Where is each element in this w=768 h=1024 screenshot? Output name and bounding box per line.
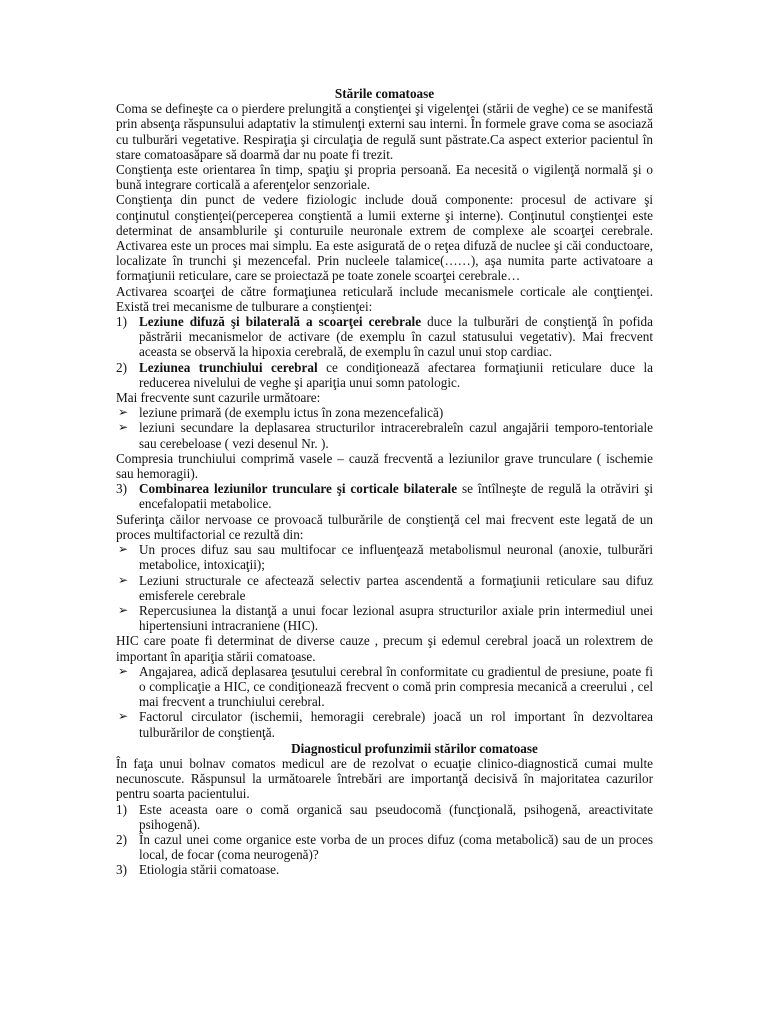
suffering-item bbox=[116, 603, 653, 633]
arrow-bullet-icon: ➢ bbox=[118, 709, 129, 724]
list-number: 2) bbox=[116, 831, 127, 847]
document-body bbox=[116, 86, 653, 878]
list-item-text: leziune primară (de exemplu ictus în zona mezencefalică) bbox=[139, 405, 444, 421]
list-number: 3) bbox=[116, 862, 127, 878]
paragraph-consciousness: Conştienţa este orientarea în timp, spaţiu şi propria persoană. Ea necesită o vigilenţă normală şi o bună integrare corticală a aferenţelor senzoriale. bbox=[116, 162, 653, 193]
document-title: Stările comatoase bbox=[334, 86, 435, 101]
mechanism-text: se întîlneşte de regulă la otrăviri şi encefalopatii metabolice. bbox=[139, 481, 653, 512]
mechanism-item-2 bbox=[116, 360, 653, 390]
paragraph-coma-definition: Coma se defineşte ca o pierdere prelungită a conştienţei şi vigelenţei (stării de veghe) ce se manifestă prin absenţa răspunsului adaptativ la stimulenţi externi sau interni. În formele grave coma se asociază cu tulburări vegetative. Respiraţia şi circulaţia de regulă sunt păstrate.Ca aspect exterior pacientul în stare comatoasăpare să doarmă dar nu poate fi trezit. bbox=[116, 101, 653, 162]
question-item bbox=[116, 862, 653, 877]
paragraph-diagnosis-intro: În faţa unui bolnav comatos medicul are de rezolvat o ecuaţie clinico-diagnostică cumai multe necunoscute. Răspunsul la următoarele întrebări are importanţă decisivă în majoritatea cazurilor pentru soarta pacientului. bbox=[116, 755, 653, 802]
list-item-text: Etiologia stării comatoase. bbox=[139, 862, 280, 878]
list-item-text: leziuni secundare la deplasarea structurilor intracerebraleîn cazul angajării temporo-tentoriale sau cerebeloase ( vezi desenul Nr. ). bbox=[139, 420, 653, 451]
frequent-case-item bbox=[116, 420, 653, 450]
list-item-text: Este aceasta oare o comă organică sau pseudocomă (funcţională, psihogenă, areactivitate psihogenă). bbox=[139, 801, 653, 832]
list-item-text: Un proces difuz sau sau multifocar ce influenţează metabolismul neuronal (anoxie, tulburări metabolice, intoxicaţii); bbox=[139, 542, 653, 573]
hic-item bbox=[116, 664, 653, 710]
mechanism-heading: Leziunea trunchiului cerebral bbox=[139, 359, 327, 375]
mechanism-text: ce condiţionează afectarea formaţiunii reticulare duce la reducerea nivelului de veghe şi apariţia unui somn patologic. bbox=[139, 359, 653, 390]
paragraph-hic: HIC care poate fi determinat de diverse cauze , precum şi edemul cerebral joacă un rolextrem de important în apariţia stării comatoase. bbox=[116, 633, 653, 664]
arrow-bullet-icon: ➢ bbox=[118, 420, 129, 435]
list-item-text: Factorul circulator (ischemii, hemoragii cerebrale) joacă un rol important în dezvoltarea tulburărilor de conştienţă. bbox=[139, 709, 653, 740]
mechanism-heading: Leziune difuză şi bilaterală a scoarţei cerebrale bbox=[139, 314, 428, 330]
list-item-text: Repercusiunea la distanţă a unui focar lezional asupra structurilor axiale prin intermediul unei hipertensiuni intracraniene (HIC). bbox=[139, 602, 653, 634]
mechanism-text: duce la tulburări de conştienţă în pofida păstrării mecanismelor de activare (de exemplu în cazul statusului vegetativ). Mai frecvent aceasta se observă la hipoxia cerebrală, de exemplu în cazul unui stop cardiac. bbox=[139, 314, 653, 360]
list-number: 1) bbox=[116, 801, 127, 817]
paragraph-compression: Compresia trunchiului comprimă vasele – cauză frecventă a leziunilor grave trunculare ( ischemie sau hemoragii). bbox=[116, 450, 653, 482]
question-item bbox=[116, 832, 653, 862]
arrow-bullet-icon: ➢ bbox=[118, 542, 129, 557]
section-subtitle: Diagnosticul profunzimii stărilor comatoase bbox=[291, 740, 538, 756]
list-number: 3) bbox=[116, 481, 127, 497]
list-item-text: În cazul unei come organice este vorba de un proces difuz (coma metabolică) sau de un proces local, de focar (coma neurogenă)? bbox=[139, 831, 653, 863]
paragraph-activation: Activarea scoarţei de către formaţiunea reticulară include mecanismele corticale ale conţtienţei. Există trei mecanisme de tulburare a conştienţei: bbox=[116, 283, 653, 314]
mechanism-item-3 bbox=[116, 481, 653, 511]
list-number: 1) bbox=[116, 314, 127, 330]
list-item-text: Leziuni structurale ce afectează selectiv partea ascendentă a formaţiunii reticulare sau difuz emisferele cerebrale bbox=[139, 572, 653, 603]
paragraph-frequent-intro: Mai frecvente sunt cazurile următoare: bbox=[116, 390, 321, 406]
frequent-case-item bbox=[116, 405, 653, 420]
hic-item bbox=[116, 709, 653, 739]
arrow-bullet-icon: ➢ bbox=[118, 572, 129, 587]
arrow-bullet-icon: ➢ bbox=[118, 602, 129, 617]
suffering-item bbox=[116, 573, 653, 603]
arrow-bullet-icon: ➢ bbox=[118, 663, 129, 678]
mechanism-item-1 bbox=[116, 314, 653, 360]
arrow-bullet-icon: ➢ bbox=[118, 405, 129, 420]
paragraph-physiology: Conştienţa din punct de vedere fiziologic include două componente: procesul de activare şi conţinutul conştienţei(perceperea conştientă a lumii externe şi interne). Conţinutul conştienţei este determinat de ansamblurile şi conturuile neuronale extrem de complexe ale scoarţei cerebrale. Activarea este un proces mai simplu. Ea este asigurată de o reţea difuză de nuclee şi căi conductoare, localizate în trunchi şi mezencefal. Prin nucleele talamice(……), aşa numita parte activatoare a formaţiunii reticulare, care se proiectază pe toate zonele scoarţei cerebrale… bbox=[116, 192, 653, 284]
paragraph-suffering: Suferinţa căilor nervoase ce provoacă tulburările de conştienţă cel mai frecvent este legată de un proces multifactorial ce rezultă din: bbox=[116, 511, 653, 542]
list-item-text: Angajarea, adică deplasarea ţesutului cerebral în conformitate cu gradientul de presiune, poate fi o complicaţie a HIC, ce condiţionează frecvent o comă prin compresia mecanică a creerului , cel mai frecvent a trunchiului cerebral. bbox=[139, 663, 653, 710]
mechanism-heading: Combinarea leziunilor trunculare şi corticale bilaterale bbox=[139, 481, 458, 497]
suffering-item bbox=[116, 542, 653, 572]
question-item bbox=[116, 802, 653, 832]
list-number: 2) bbox=[116, 359, 127, 375]
